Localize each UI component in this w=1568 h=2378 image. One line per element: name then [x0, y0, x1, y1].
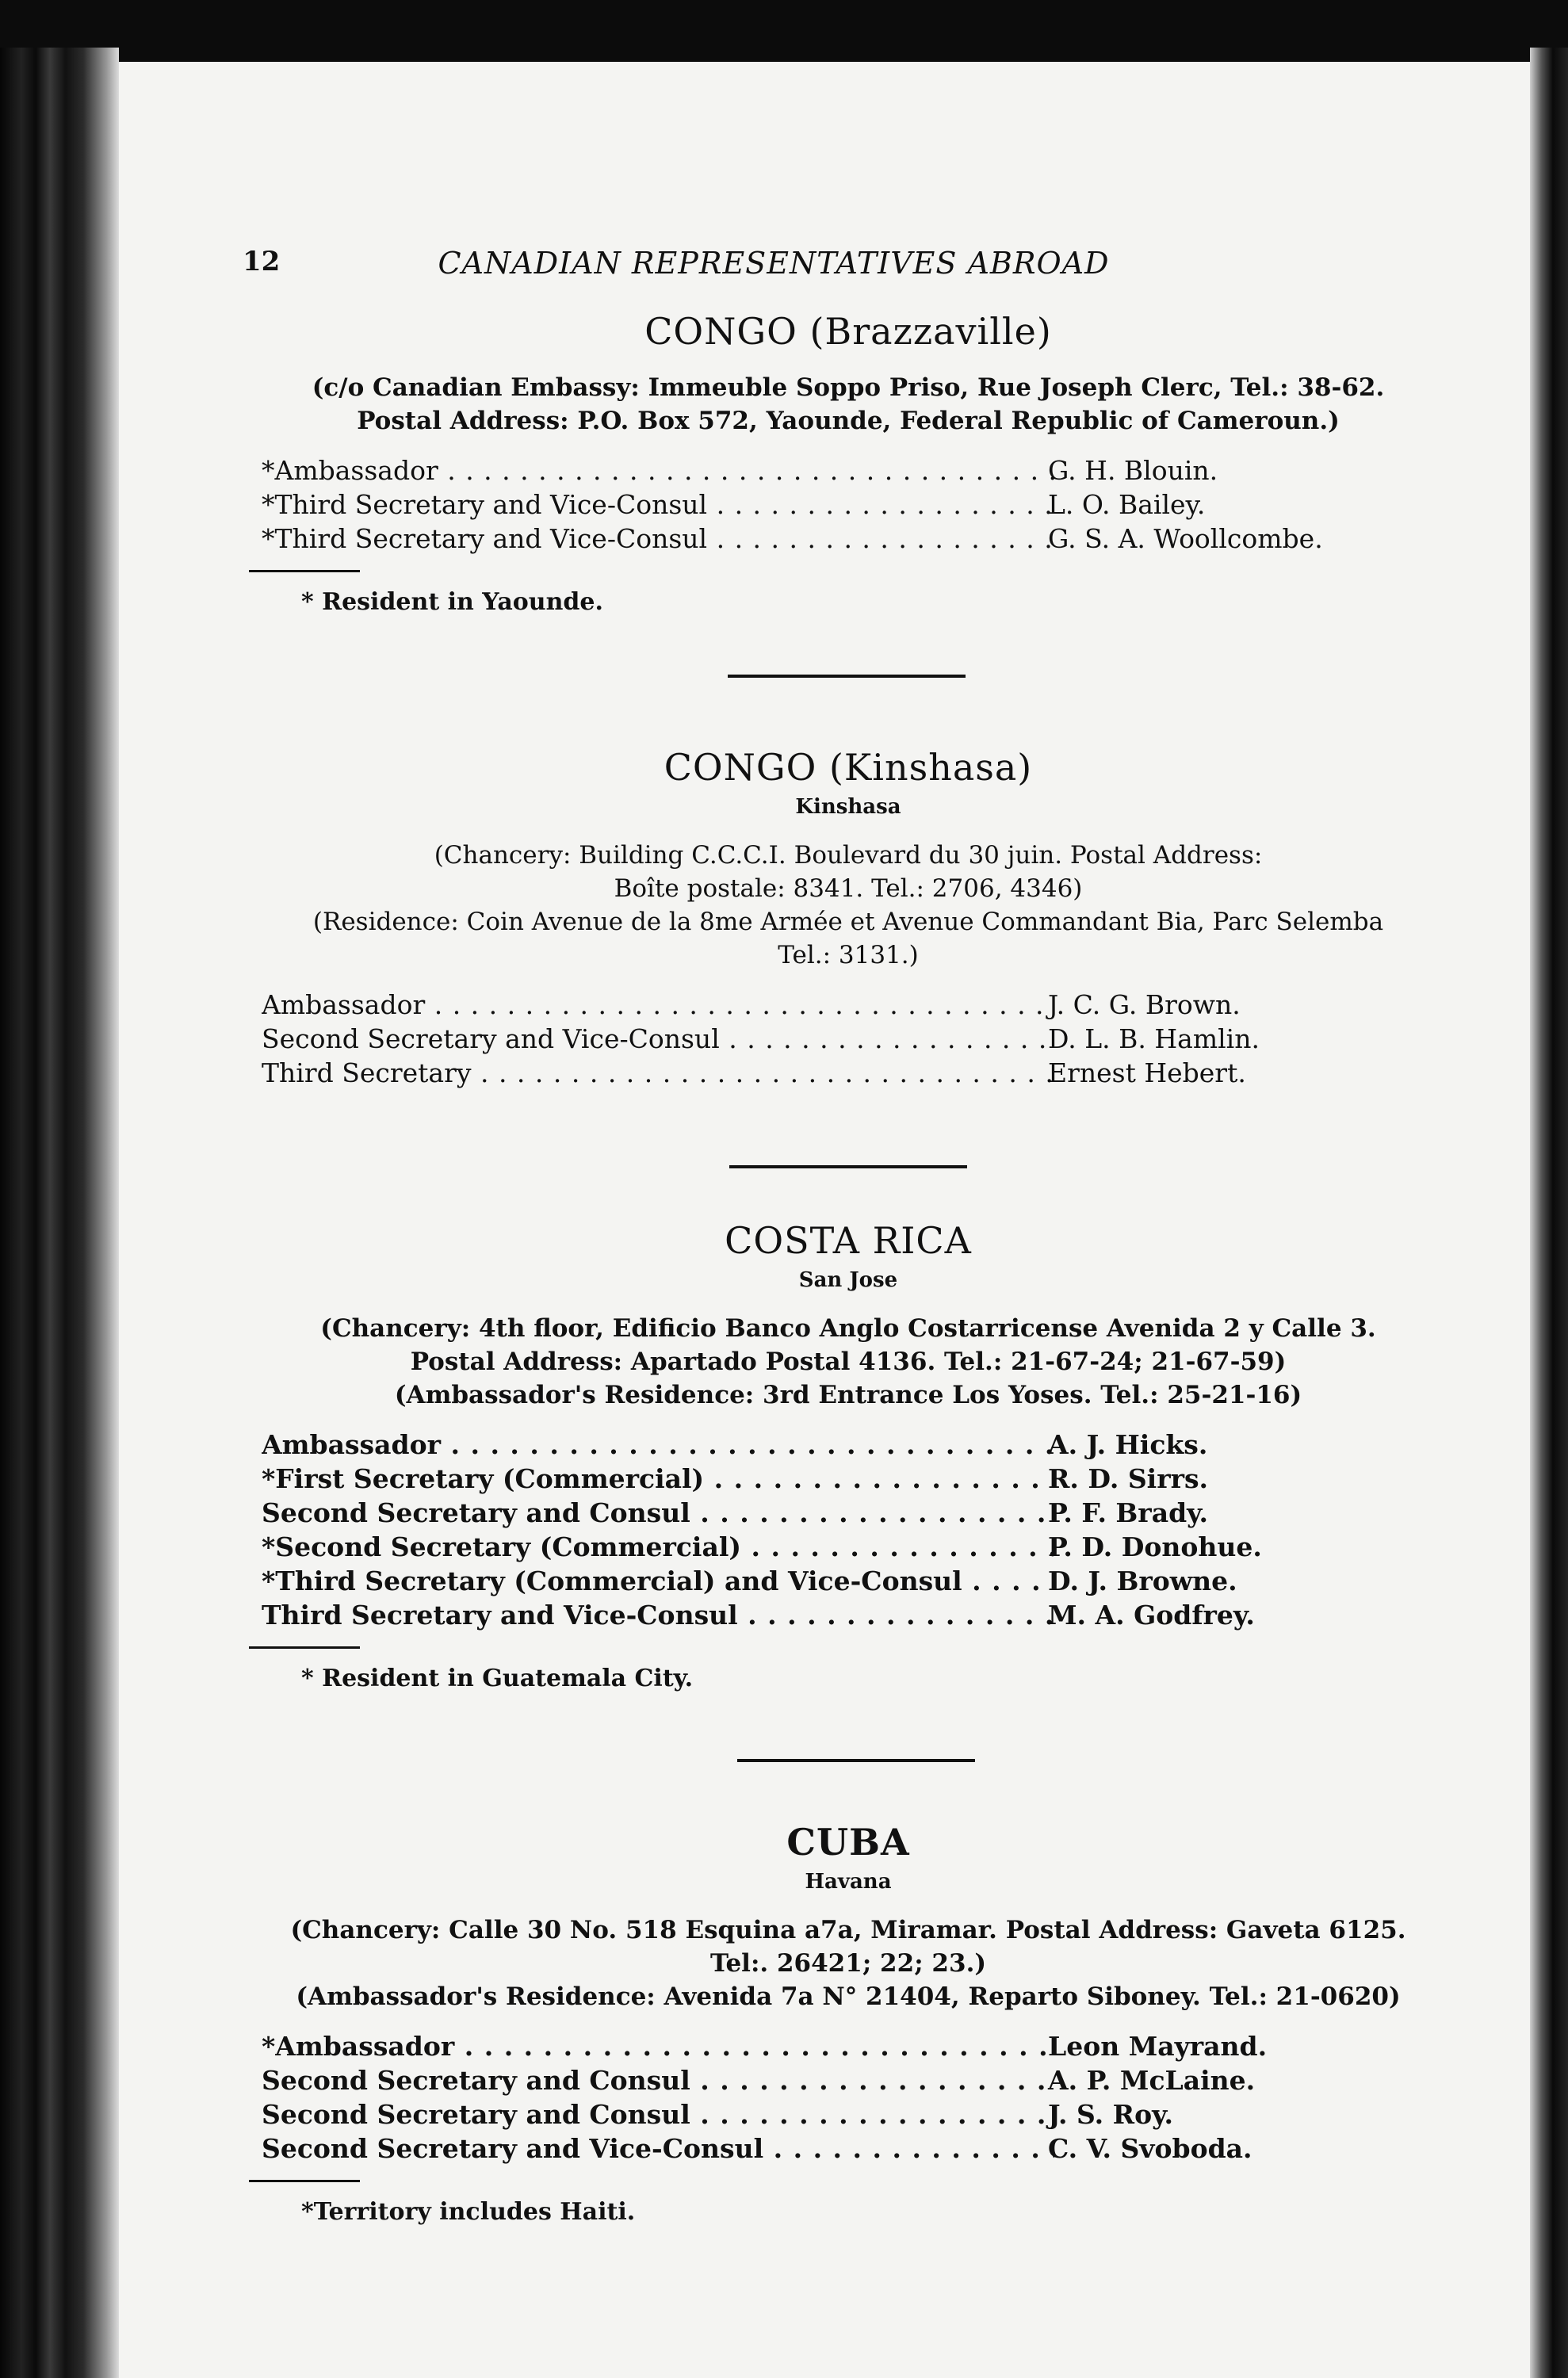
staff-row — [238, 1496, 1459, 1530]
officer-name: D. L. B. Hamlin. — [1048, 1023, 1260, 1054]
staff-row — [238, 1530, 1459, 1564]
staff-row — [238, 2063, 1459, 2097]
staff-row — [238, 1598, 1459, 1632]
address-line: (Ambassador's Residence: Avenida 7a N° 21404, Reparto Siboney. Tel.: 21-0620) — [296, 1982, 1401, 2011]
staff-row — [238, 1022, 1459, 1056]
position-title: Second Secretary and Consul . . . — [262, 2097, 1054, 2131]
position-title: Ambassador . . . — [262, 1428, 1054, 1462]
officer-name: P. D. Donohue. — [1048, 1531, 1262, 1562]
position-title: *Third Secretary and Vice-Consul . . . — [262, 522, 1054, 556]
address-line: (Chancery: Building C.C.C.I. Boulevard du 30 juin. Postal Address: — [434, 841, 1263, 870]
position-title: *Second Secretary (Commercial) . . . — [262, 1530, 1054, 1564]
address-line: (Chancery: Calle 30 No. 518 Esquina a7a, Miramar. Postal Address: Gaveta 6125. — [290, 1916, 1406, 1944]
footnote: *Territory includes Haiti. — [301, 2198, 636, 2226]
staff-row — [238, 2097, 1459, 2131]
staff-row — [238, 453, 1459, 487]
officer-name: J. C. G. Brown. — [1048, 989, 1241, 1020]
section-congo-kinshasa — [238, 745, 1459, 1090]
officer-name: D. J. Browne. — [1048, 1566, 1237, 1596]
footnote: * Resident in Guatemala City. — [301, 1665, 694, 1692]
officer-name: R. D. Sirrs. — [1048, 1463, 1209, 1494]
officer-name: J. S. Roy. — [1048, 2099, 1173, 2130]
address-line: Tel:. 26421; 22; 23.) — [709, 1949, 987, 1978]
address-line: Boîte postale: 8341. Tel.: 2706, 4346) — [614, 874, 1083, 903]
section-title: CONGO (Brazzaville) — [644, 310, 1052, 353]
staff-row — [238, 487, 1459, 522]
section-congo-brazzaville — [238, 309, 1459, 618]
section-costa-rica — [238, 1218, 1459, 1695]
officer-name: C. V. Svoboda. — [1048, 2133, 1252, 2164]
section-divider — [729, 1165, 967, 1168]
staff-row — [238, 2131, 1459, 2166]
scan-top-border — [0, 0, 1568, 62]
position-title: Second Secretary and Consul . . . — [262, 2063, 1054, 2097]
officer-name: G. S. A. Woollcombe. — [1048, 523, 1323, 554]
address-line: (c/o Canadian Embassy: Immeuble Soppo Priso, Rue Joseph Clerc, Tel.: 38-62. — [312, 373, 1385, 402]
section-title: CUBA — [786, 1821, 910, 1864]
address-line: Postal Address: P.O. Box 572, Yaounde, Federal Republic of Cameroun.) — [357, 407, 1340, 435]
position-title: *Third Secretary and Vice-Consul . . . — [262, 487, 1054, 522]
position-title: *Third Secretary (Commercial) and Vice-Consul . . . — [262, 1564, 1054, 1598]
section-city: Havana — [805, 1870, 892, 1894]
footnote-rule — [249, 1646, 360, 1649]
officer-name: A. J. Hicks. — [1048, 1429, 1208, 1460]
running-header — [243, 246, 1305, 293]
staff-row — [238, 1462, 1459, 1496]
officer-name: P. F. Brady. — [1048, 1497, 1209, 1528]
footnote-rule — [249, 570, 360, 572]
running-title: CANADIAN REPRESENTATIVES ABROAD — [438, 246, 1110, 281]
book-binding-shadow — [0, 48, 119, 2378]
section-divider — [728, 675, 966, 678]
staff-row — [238, 2029, 1459, 2063]
officer-name: Leon Mayrand. — [1048, 2031, 1268, 2062]
address-line: (Ambassador's Residence: 3rd Entrance Los Yoses. Tel.: 25-21-16) — [394, 1381, 1302, 1409]
section-divider — [737, 1759, 975, 1762]
section-title: CONGO (Kinshasa) — [664, 746, 1033, 789]
section-cuba — [238, 1820, 1459, 2228]
position-title: Ambassador . . . — [262, 988, 1054, 1022]
staff-row — [238, 1428, 1459, 1462]
position-title: *First Secretary (Commercial) . . . — [262, 1462, 1054, 1496]
position-title: Third Secretary . . . — [262, 1056, 1054, 1090]
address-line: (Chancery: 4th floor, Edificio Banco Anglo Costarricense Avenida 2 y Calle 3. — [320, 1314, 1376, 1343]
staff-row — [238, 1056, 1459, 1090]
staff-row — [238, 988, 1459, 1022]
section-city: Kinshasa — [795, 795, 901, 819]
page-number: 12 — [243, 246, 281, 277]
staff-row — [238, 522, 1459, 556]
address-line: Tel.: 3131.) — [778, 941, 919, 969]
position-title: *Ambassador . . . — [262, 2029, 1054, 2063]
section-title: COSTA RICA — [725, 1219, 972, 1262]
staff-row — [238, 1564, 1459, 1598]
position-title: Third Secretary and Vice-Consul . . . — [262, 1598, 1054, 1632]
section-city: San Jose — [798, 1268, 898, 1292]
address-line: Postal Address: Apartado Postal 4136. Tel.: 21-67-24; 21-67-59) — [410, 1348, 1287, 1376]
position-title: Second Secretary and Vice-Consul . . . — [262, 2131, 1054, 2166]
officer-name: M. A. Godfrey. — [1048, 1600, 1255, 1631]
officer-name: L. O. Bailey. — [1048, 489, 1206, 520]
footnote-rule — [249, 2180, 360, 2182]
position-title: *Ambassador . . . — [262, 453, 1054, 487]
position-title: Second Secretary and Vice-Consul . . . — [262, 1022, 1054, 1056]
officer-name: Ernest Hebert. — [1048, 1057, 1246, 1088]
position-title: Second Secretary and Consul . . . — [262, 1496, 1054, 1530]
footnote: * Resident in Yaounde. — [301, 588, 603, 616]
officer-name: A. P. McLaine. — [1048, 2065, 1256, 2096]
page-edge-shadow — [1530, 48, 1568, 2378]
address-line: (Residence: Coin Avenue de la 8me Armée et Avenue Commandant Bia, Parc Selemba — [312, 908, 1384, 936]
officer-name: G. H. Blouin. — [1048, 455, 1218, 486]
